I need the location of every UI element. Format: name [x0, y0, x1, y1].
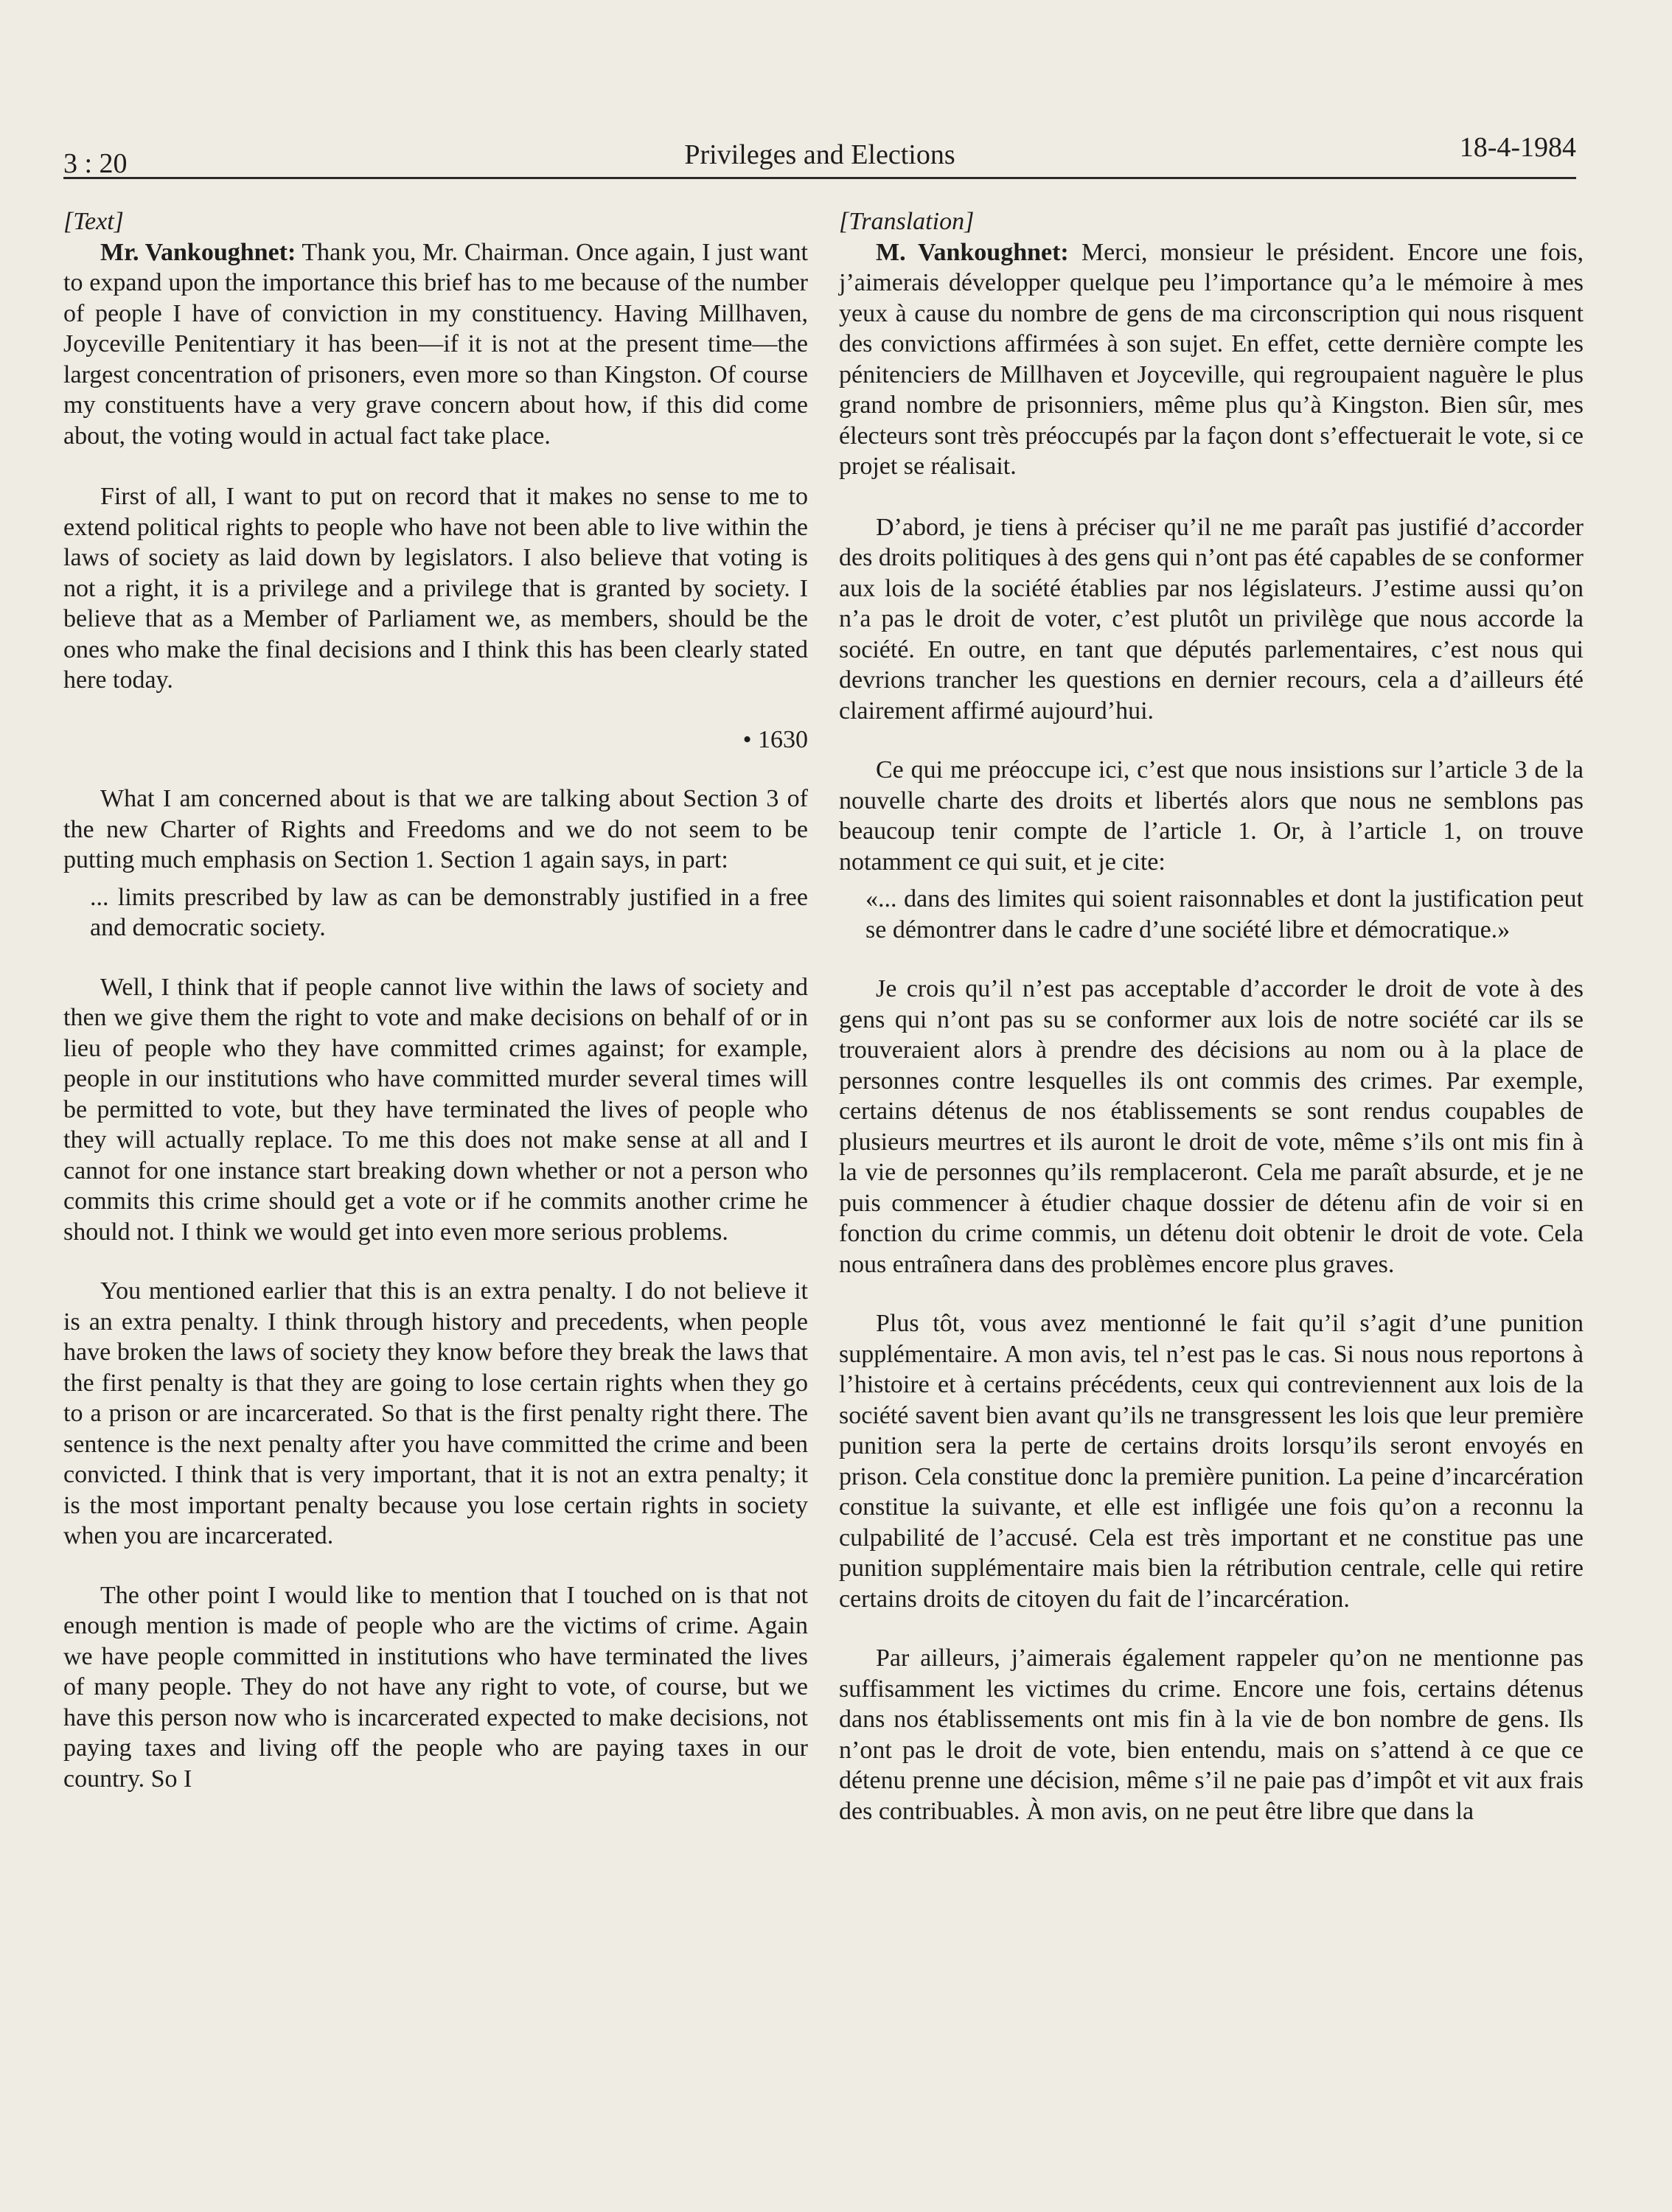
paragraph: The other point I would like to mention that I touched on is that not enough mention is made of people who are the victims of crime. Again we have people committed in institutions who have terminated the lives of many people. They do not have any right to vote, of course, but we have this person now who is incarcerated expected to make decisions, not paying taxes and living off the people who are paying taxes in our country. So I — [63, 1581, 808, 1793]
paragraph — [839, 237, 1584, 482]
paragraph: What I am concerned about is that we are talking about Section 3 of the new Charter of Rights and Freedoms and we do not seem to be putting much emphasis on Section 1. Section 1 again says, in part: — [63, 785, 808, 873]
english-column — [63, 206, 808, 1823]
paragraph: You mentioned earlier that this is an extra penalty. I do not believe it is an extra penalty. I think through history and precedents, when people have broken the laws of society they know before they break the laws that the first penalty is that they are going to lose certain rights when they go to a prison or are incarcerated. So that is the first penalty right there. The sentence is the next penalty after you have committed the crime and been convicted. I think that is very important, that it is not an extra penalty; it is the most important penalty because you lose certain rights in society when you are incarcerated. — [63, 1277, 808, 1549]
paragraph: First of all, I want to put on record that it makes no sense to me to extend political rights to people who have not been able to live within the laws of society as laid down by legislators. I also believe that voting is not a right, it is a privilege and a privilege that is granted by society. I believe that as a Member of Parliament we, as members, should be the ones who make the final decisions and I think this has been clearly stated here today. — [63, 483, 808, 694]
page-title: Privileges and Elections — [684, 139, 955, 170]
paragraph: Plus tôt, vous avez mentionné le fait qu’il s’agit d’une punition supplémentaire. A mon avis, tel n’est pas le cas. Si nous nous reportons à l’histoire et à certains précédents, ceux qui contreviennent aux lois de la société savent bien avant qu’ils ne transgressent les lois que leur première punition sera la perte de certains droits lorsqu’ils seront envoyés en prison. Cela constitue donc la première punition. La peine d’incarcération constitue la suivante, et elle est infligée une fois qu’on a reconnu la culpabilité de l’accusé. Cela est très important et ne constitue pas une punition supplémentaire mais bien la rétribution centrale, celle qui retire certains droits de citoyen du fait de l’incarcération. — [839, 1310, 1584, 1613]
paragraph: D’abord, je tiens à préciser qu’il ne me paraît pas justifié d’accorder des droits politiques à des gens qui n’ont pas été capables de se conformer aux lois de la société établies par nos législateurs. J’estime aussi qu’on n’a pas le droit de voter, c’est plutôt un privilège que nous accorde la société. En outre, en tant que députés parlementaires, c’est nous qui devrions trancher les questions en dernier recours, cela a d’ailleurs été clairement affirmé aujourd’hui. — [839, 513, 1584, 725]
paragraph: Ce qui me préoccupe ici, c’est que nous insistions sur l’article 3 de la nouvelle charte des droits et libertés alors que nous ne semblons pas beaucoup tenir compte de l’article 1. Or, à l’article 1, on trouve notamment ce qui suit, et je cite: — [839, 756, 1584, 876]
text-label: [Text] — [63, 208, 124, 235]
speaker-name: M. Vankoughnet: — [876, 238, 1069, 266]
block-quote: ... limits prescribed by law as can be demonstrably justified in a free and democratic society. — [90, 883, 808, 941]
translation-label: [Translation] — [839, 208, 975, 235]
paragraph — [63, 237, 808, 452]
timestamp: • 1630 — [742, 725, 808, 753]
speaker-name: Mr. Vankoughnet: — [100, 238, 296, 266]
page-number: 3 : 20 — [63, 148, 128, 179]
paragraph: Well, I think that if people cannot live within the laws of society and then we give them the right to vote and make decisions on behalf of or in lieu of people who they have committed crimes against; for example, people in our institutions who have committed murder several times will be permitted to vote, but they have terminated the lives of people who they will actually replace. To me this does not make sense at all and I cannot for one instance start breaking down whether or not a person who commits this crime should get a vote or if he commits another crime he should not. I think we would get into even more serious problems. — [63, 973, 808, 1246]
page-date: 18-4-1984 — [1459, 132, 1576, 163]
paragraph: Je crois qu’il n’est pas acceptable d’accorder le droit de vote à des gens qui n’ont pas su se conformer aux lois de notre société car ils se trouveraient alors à prendre des décisions au nom ou à la place de personnes contre lesquelles ils ont commis des crimes. Par exemple, certains détenus de nos établissements se sont rendus coupables de plusieurs meurtres et ils auront le droit de vote, même s’ils ont mis fin à la vie de personnes qu’ils remplaceront. Cela me paraît absurde, et je ne puis commencer à étudier chaque dossier de détenu afin de voir si en fonction du crime commis, un détenu doit obtenir le droit de vote. Cela nous entraînera dans des problèmes encore plus graves. — [839, 975, 1584, 1278]
paragraph: Par ailleurs, j’aimerais également rappeler qu’on ne mentionne pas suffisamment les victimes du crime. Encore une fois, certains détenus dans nos établissements ont mis fin à la vie de bon nombre de gens. Ils n’ont pas le droit de vote, bien entendu, mais on s’attend à ce que ce détenu prenne une décision, même s’il ne paie pas d’impôt et vit aux frais des contribuables. À mon avis, on ne peut être libre que dans la — [839, 1644, 1584, 1825]
block-quote: «... dans des limites qui soient raisonnables et dont la justification peut se démontrer dans le cadre d’une société libre et démocratique.» — [865, 885, 1584, 943]
paragraph-text: Thank you, Mr. Chairman. Once again, I just want to expand upon the importance this brief has to me because of the number of people I have of conviction in my constituency. Having Millhaven, Joyceville Penitentiary it has been—if it is not at the present time—the largest concentration of prisoners, even more so than Kingston. Of course my constituents have a very grave concern about how, if this did come about, the voting would in actual fact take place. — [63, 238, 808, 450]
page-header — [63, 131, 1576, 179]
paragraph-text: Merci, monsieur le président. Encore une fois, j’aimerais développer quelque peu l’importance qu’a le mémoire à mes yeux à cause du nombre de gens de ma circonscription qui nous risquent des convictions affirmées à son sujet. En effet, cette dernière compte les pénitenciers de Millhaven et Joyceville, qui regroupaient naguère le plus grand nombre de prisonniers, même plus qu’à Kingston. Bien sûr, mes électeurs sont très préoccupés par la façon dont s’effectuerait le vote, si ce projet se réalisait. — [839, 238, 1584, 480]
french-column — [839, 206, 1584, 1855]
